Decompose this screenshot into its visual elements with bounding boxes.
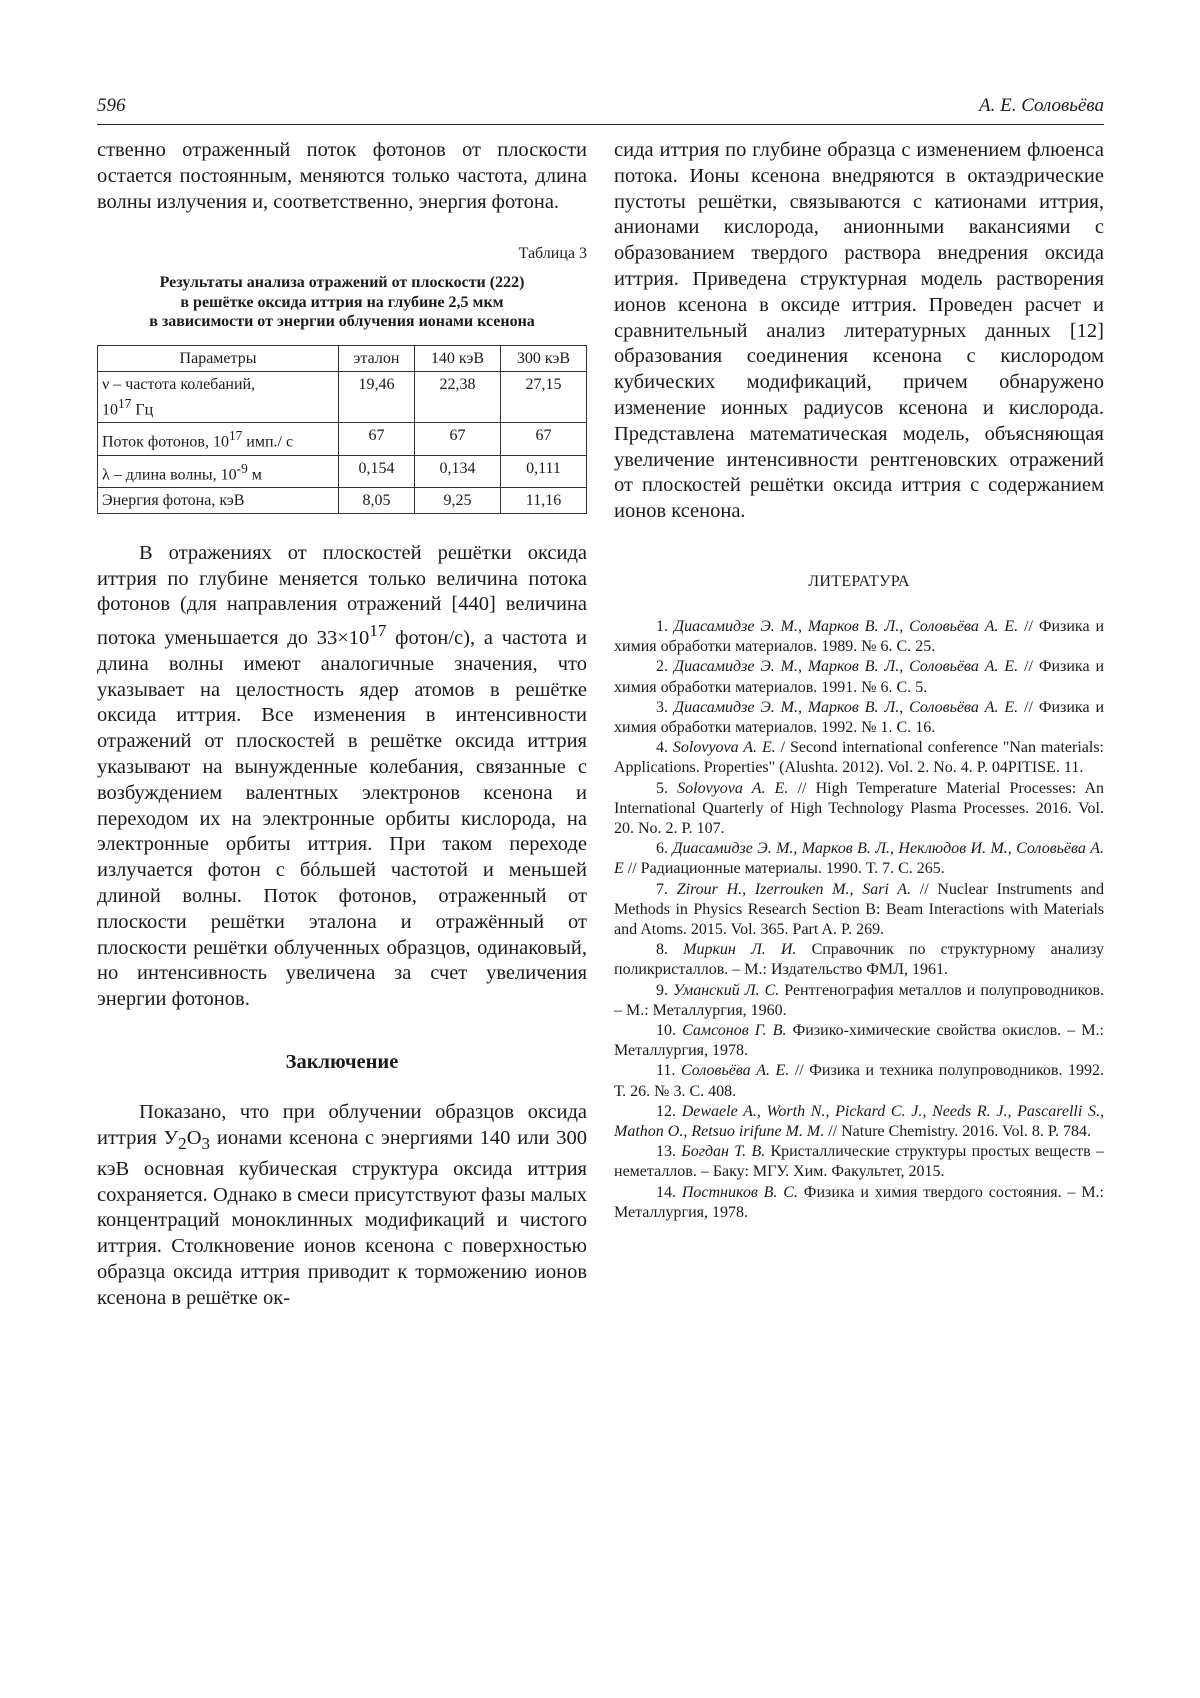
table-title-line-1: Результаты анализа отражений от плоскости (222) [159, 274, 525, 292]
table-row [98, 371, 587, 422]
column-header: Параметры [98, 345, 339, 371]
param-text: λ – длина волны, 10 [102, 465, 237, 483]
reference-authors: Solovyova A. E. [672, 739, 776, 757]
paragraph-text: В отражениях от плоскостей решётки оксида иттрия по глубине меняется только величина потока фотонов (для направления отражений [440] величина потока уменьшается до 33×10 [97, 541, 587, 650]
table-title-line-2: в решётке оксида иттрия на глубине 2,5 мкм [180, 293, 504, 311]
reference-source: / Second international conference "Nan materials: Applications. Properties" (Alushta. 2012). Vol. 2. No. 4. P. 04PITISE. 11. [614, 739, 1105, 777]
reference-authors: Постников В. С. [681, 1183, 798, 1201]
right-column [614, 138, 1104, 1223]
reference-authors: Диасамидзе Э. М., Марков В. Л., Соловьёва А. Е. [673, 617, 1019, 635]
reference-authors: Самсонов Г. В. [682, 1022, 787, 1040]
table-row [98, 487, 587, 513]
reference-number: 2. [656, 658, 674, 676]
param-exponent: 17 [228, 428, 243, 444]
reference-item [614, 1061, 1104, 1101]
header-rule [97, 124, 1104, 125]
table-cell: 67 [500, 423, 586, 455]
table-cell: 67 [339, 423, 415, 455]
reference-authors: Dewaele A., Worth N., Pickard C. J., Needs R. J., Pascarelli S., Mathon O., Retsuo irifune M. M. [614, 1102, 1105, 1141]
reference-number: 1. [656, 617, 674, 635]
reference-number: 9. [656, 981, 674, 999]
reference-number: 5. [656, 779, 678, 797]
param-text: 10 [102, 401, 118, 419]
table-cell: 9,25 [414, 487, 500, 513]
paragraph-text: фотон/с), а частота и длина волны имеют аналогичные значения, что указывает на целостность ядер атомов в решётке оксида иттрия. Все изменения в интенсивности отражений от плоскостей в решётке оксида иттрия указывают на вынужденные колебания, связанные с возбуждением валентных электронов ксенона и переходом их на электронные орбиты кислорода, на электронные орбиты иттрия. При таком переходе излучается фотон с бóльшей частотой и меньшей длиной волны. Поток фотонов, отраженный от плоскости решётки эталона и отражённый от плоскости решётки облученных образцов, одинаковый, но интенсивность увеличена за счет увеличения энергии фотонов. [97, 627, 587, 1011]
subscript: 2 [178, 1133, 187, 1153]
reference-source: Рентгенография металлов и полупроводников. – М.: Металлургия, 1960. [614, 981, 1105, 1019]
reference-number: 3. [656, 698, 674, 716]
reference-number: 10. [656, 1022, 683, 1040]
reference-item [614, 779, 1104, 840]
paragraph-text: О [186, 1126, 202, 1149]
reference-item [614, 657, 1104, 697]
param-unit: Гц [131, 401, 154, 419]
param-unit: имп./ с [242, 433, 294, 451]
reference-authors: Миркин Л. И. [683, 941, 797, 959]
reference-number: 14. [656, 1183, 682, 1201]
reference-source: // Nuclear Instruments and Methods in Physics Research Section B: Beam Interactions with Materials and Atoms. 2015. Vol. 365. Part A. P. 269. [614, 880, 1104, 938]
section-heading: Заключение [285, 1051, 399, 1074]
table-caption: Таблица 3 [518, 245, 587, 263]
paragraph-continuation: сида иттрия по глубине образца с изменением флюенса потока. Ионы ксенона внедряются в октаэдрические пустоты решётки, связываются с катионами иттрия, анионами кислорода, анионными вакансиями с образованием твердого раствора внедрения оксида иттрия. Приведена структурная модель растворения ионов ксенона в оксиде иттрия. Проведен расчет и сравнительный анализ литературных данных [12] образования соединения ксенона с кислородом кубических модификаций, причем обнаружено изменение ионных радиусов ксенона и кислорода. Представлена математическая модель, объясняющая увеличение интенсивности рентгеновских отражений от плоскостей решётки оксида иттрия с содержанием ионов ксенона. [614, 139, 1104, 523]
reference-number: 4. [656, 739, 673, 757]
table-cell: 0,134 [414, 455, 500, 487]
reference-source: Кристаллические структуры простых веществ – неметаллов. – Баку: МГУ. Хим. Факультет, 2015. [614, 1143, 1105, 1181]
reference-item [614, 738, 1104, 778]
reference-authors: Диасамидзе Э. М., Марков В. Л., Неклюдов И. М., Соловьёва А. Е [614, 840, 1105, 878]
table-title-line-3: в зависимости от энергии облучения ионами ксенона [149, 313, 535, 331]
reference-item [614, 617, 1104, 657]
left-column [97, 138, 587, 1312]
page-number: 596 [97, 95, 126, 116]
reference-source: // Физика и химия обработки материалов. 1992. № 1. С. 16. [614, 698, 1105, 736]
table-cell: 22,38 [414, 371, 500, 422]
reference-source: // Nature Chemistry. 2016. Vol. 8. P. 784. [824, 1123, 1092, 1141]
reference-number: 8. [656, 941, 684, 959]
reference-item [614, 880, 1104, 941]
exponent: 17 [369, 621, 387, 641]
subscript: 3 [201, 1133, 211, 1153]
reference-source: // Физика и химия обработки материалов. 1991. № 6. С. 5. [614, 658, 1105, 696]
reference-number: 7. [656, 880, 677, 898]
reference-item [614, 1183, 1104, 1223]
column-header: эталон [339, 345, 415, 371]
reference-authors: Zirour H., Izerrouken M., Sari A. [676, 880, 912, 898]
reference-number: 11. [656, 1062, 681, 1080]
table-header-row [98, 345, 587, 371]
reference-source: Физика и химия твердого состояния. – М.: Металлургия, 1978. [614, 1183, 1104, 1221]
reference-item [614, 1142, 1104, 1182]
reference-number: 6. [656, 840, 673, 858]
reference-item [614, 698, 1104, 738]
paragraph-continuation: ственно отраженный поток фотонов от плоскости остается постоянным, меняются только частота, длина волны излучения и, соответственно, энергия фотона. [97, 139, 587, 213]
reference-item [614, 1021, 1104, 1061]
table-cell: 0,154 [339, 455, 415, 487]
reference-source: // High Temperature Material Processes: An International Quarterly of High Technology Plasma Processes. 2016. Vol. 20. No. 2. P. 107. [614, 779, 1105, 837]
table-cell-param [98, 371, 339, 422]
param-exponent: 17 [118, 395, 132, 411]
table-cell: 27,15 [500, 371, 586, 422]
reference-source: // Радиационные материалы. 1990. Т. 7. С. 265. [623, 860, 945, 878]
table-cell-param: Энергия фотона, кэВ [98, 487, 339, 513]
reference-item [614, 1102, 1104, 1142]
param-text: Поток фотонов, 10 [102, 433, 229, 451]
table-cell: 19,46 [339, 371, 415, 422]
reference-item [614, 839, 1104, 879]
reference-source: Справочник по структурному анализу поликристаллов. – М.: Издательство ФМЛ, 1961. [614, 941, 1105, 979]
paragraph-text: ионами ксенона с энергиями 140 или 300 кэВ основная кубическая структура оксида иттрия сохраняется. Однако в смеси присутствуют фазы малых концентраций моноклинных модификаций и чистого иттрия. Столкновение ионов ксенона с поверхностью образца оксида иттрия приводит к торможению ионов ксенона в решётке ок- [97, 1126, 588, 1309]
reference-authors: Богдан Т. В. [681, 1143, 766, 1161]
running-header-author: А. Е. Соловьёва [978, 95, 1104, 116]
table-cell: 0,111 [500, 455, 586, 487]
reference-authors: Соловьёва А. Е. [680, 1062, 790, 1080]
column-header: 300 кэВ [500, 345, 586, 371]
paragraph-conclusion [97, 1100, 587, 1311]
reference-source: Физико-химические свойства окислов. – М.: Металлургия, 1978. [614, 1022, 1104, 1060]
table-cell-param [98, 423, 339, 455]
reference-source: // Физика и химия обработки материалов. 1989. № 6. С. 25. [614, 617, 1105, 656]
table-title [97, 273, 587, 332]
reference-authors: Диасамидзе Э. М., Марков В. Л., Соловьёва А. Е. [673, 698, 1019, 716]
reference-number: 13. [656, 1143, 682, 1161]
reference-authors: Диасамидзе Э. М., Марков В. Л., Соловьёва А. Е. [673, 658, 1019, 676]
reference-item [614, 940, 1104, 980]
table-cell: 8,05 [339, 487, 415, 513]
table-row [98, 423, 587, 455]
table-cell-param [98, 455, 339, 487]
param-exponent: -9 [236, 460, 248, 476]
column-header: 140 кэВ [414, 345, 500, 371]
param-unit: м [247, 465, 262, 483]
paragraph-reflections [97, 541, 587, 1013]
table-row [98, 455, 587, 487]
param-text: ν – частота колебаний, [102, 375, 256, 393]
references-list [614, 617, 1104, 1223]
reference-authors: Уманский Л. С. [673, 981, 780, 999]
reference-authors: Solovyova A. E. [677, 779, 789, 797]
table-cell: 11,16 [500, 487, 586, 513]
results-table [97, 345, 587, 514]
reference-number: 12. [656, 1102, 682, 1120]
paragraph-text: Показано, что при облучении образцов оксида иттрия У [97, 1101, 587, 1149]
reference-item [614, 981, 1104, 1021]
table-cell: 67 [414, 423, 500, 455]
reference-source: // Физика и техника полупроводников. 1992. Т. 26. № 3. С. 408. [614, 1062, 1105, 1100]
references-heading: ЛИТЕРАТУРА [808, 572, 910, 590]
